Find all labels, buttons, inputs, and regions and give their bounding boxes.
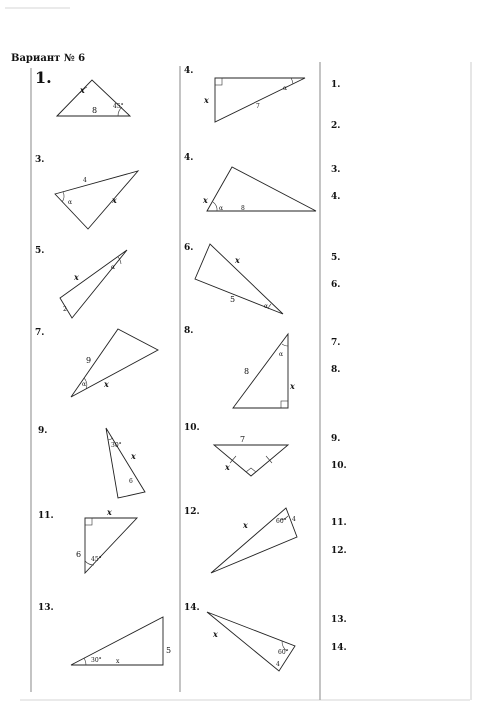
- problem-8: [184, 326, 295, 408]
- problem-number: 10.: [184, 423, 200, 433]
- problem-number: 3.: [35, 155, 45, 165]
- right-angle-mark: [246, 468, 256, 472]
- angle-label: α: [279, 351, 284, 358]
- problem-14: [184, 603, 295, 671]
- answer-item: 7.: [331, 338, 341, 348]
- problem-10: [184, 423, 288, 476]
- problem-number: 13.: [38, 603, 54, 613]
- problem-number: 4.: [184, 66, 194, 76]
- side-label: x: [131, 451, 136, 461]
- angle-label: α: [219, 205, 224, 212]
- right-angle-mark: [215, 78, 222, 85]
- problem-number: 14.: [184, 603, 200, 613]
- angle-label: 60°: [278, 649, 289, 656]
- problem-number: 4.: [184, 153, 194, 163]
- side-label: 5: [230, 295, 236, 304]
- problem-number: 6.: [184, 243, 194, 253]
- angle-arc: [84, 658, 86, 665]
- problem-number: 5.: [35, 246, 45, 256]
- angle-arc: [282, 344, 288, 346]
- side-label: 7: [256, 103, 260, 110]
- answer-item: 6.: [331, 280, 341, 290]
- side-label: x: [204, 95, 209, 105]
- problem-number: 8.: [184, 326, 194, 336]
- angle-label: α: [264, 303, 269, 310]
- right-angle-mark: [85, 518, 92, 525]
- side-label: x: [235, 255, 240, 265]
- side-label: 2: [63, 306, 67, 313]
- side-label: 8: [92, 106, 98, 115]
- problem-number: 12.: [184, 507, 200, 517]
- side-label: x: [203, 195, 208, 205]
- problem-number: 9.: [38, 426, 48, 436]
- answer-item: 4.: [331, 192, 341, 202]
- problem-11: [38, 507, 137, 573]
- triangle: [60, 250, 127, 318]
- triangle: [233, 334, 288, 408]
- angle-label: 45°: [91, 556, 102, 563]
- angle-label: α: [111, 264, 116, 271]
- problem-3: [35, 155, 138, 229]
- answer-item: 12.: [331, 546, 347, 556]
- angle-label: 30°: [111, 442, 122, 449]
- answer-item: 5.: [331, 253, 341, 263]
- angle-label: 45°: [113, 103, 124, 110]
- answer-item: 2.: [331, 121, 341, 131]
- angle-label: 60°: [276, 518, 287, 525]
- side-label: x: [104, 379, 109, 389]
- side-label: 6: [129, 478, 133, 485]
- problem-13: [38, 603, 171, 665]
- answer-item: 8.: [331, 365, 341, 375]
- triangle: [215, 78, 305, 122]
- side-label: x: [243, 520, 248, 530]
- side-label: x: [116, 658, 120, 665]
- problem-5: [35, 246, 127, 318]
- side-label: 6: [76, 550, 82, 559]
- side-label: x: [112, 195, 117, 205]
- side-label: x: [213, 629, 218, 639]
- answer-item: 9.: [331, 434, 341, 444]
- side-label: 9: [86, 356, 92, 365]
- side-label: 8: [241, 205, 245, 212]
- side-label: x: [225, 462, 230, 472]
- angle-label: 30°: [91, 657, 102, 664]
- answer-item: 1.: [331, 80, 341, 90]
- side-label: 7: [240, 435, 246, 444]
- triangle: [207, 167, 316, 211]
- side-label: 4: [83, 177, 87, 184]
- angle-label: α: [68, 199, 73, 206]
- answer-item: 10.: [331, 461, 347, 471]
- problem-1: [35, 68, 130, 116]
- problem-number: 1.: [35, 68, 52, 87]
- side-label: 4: [292, 516, 296, 523]
- problem-number: 7.: [35, 328, 45, 338]
- right-angle-mark: [281, 401, 288, 408]
- answer-item: 3.: [331, 165, 341, 175]
- side-label: x: [74, 272, 79, 282]
- problem-9: [38, 426, 145, 498]
- side-label: x: [107, 507, 112, 517]
- side-label: 4: [276, 661, 280, 668]
- answer-item: 11.: [331, 518, 347, 528]
- problem-2: [184, 66, 305, 122]
- side-label: 8: [244, 367, 250, 376]
- answer-item: 14.: [331, 643, 347, 653]
- problem-7: [35, 328, 158, 397]
- problem-4: [184, 153, 316, 212]
- angle-label: α: [283, 85, 288, 92]
- side-label: 5: [166, 646, 172, 655]
- angle-label: α: [82, 381, 87, 388]
- side-label: x: [80, 85, 85, 95]
- page-title: Вариант № 6: [11, 53, 86, 64]
- problem-6: [184, 243, 283, 314]
- problem-12: [184, 507, 297, 573]
- angle-arc: [291, 78, 293, 84]
- angle-arc: [213, 202, 217, 211]
- answer-column: [331, 80, 347, 653]
- problem-number: 11.: [38, 511, 54, 521]
- side-label: x: [290, 381, 295, 391]
- answer-item: 13.: [331, 615, 347, 625]
- angle-arc: [62, 192, 64, 202]
